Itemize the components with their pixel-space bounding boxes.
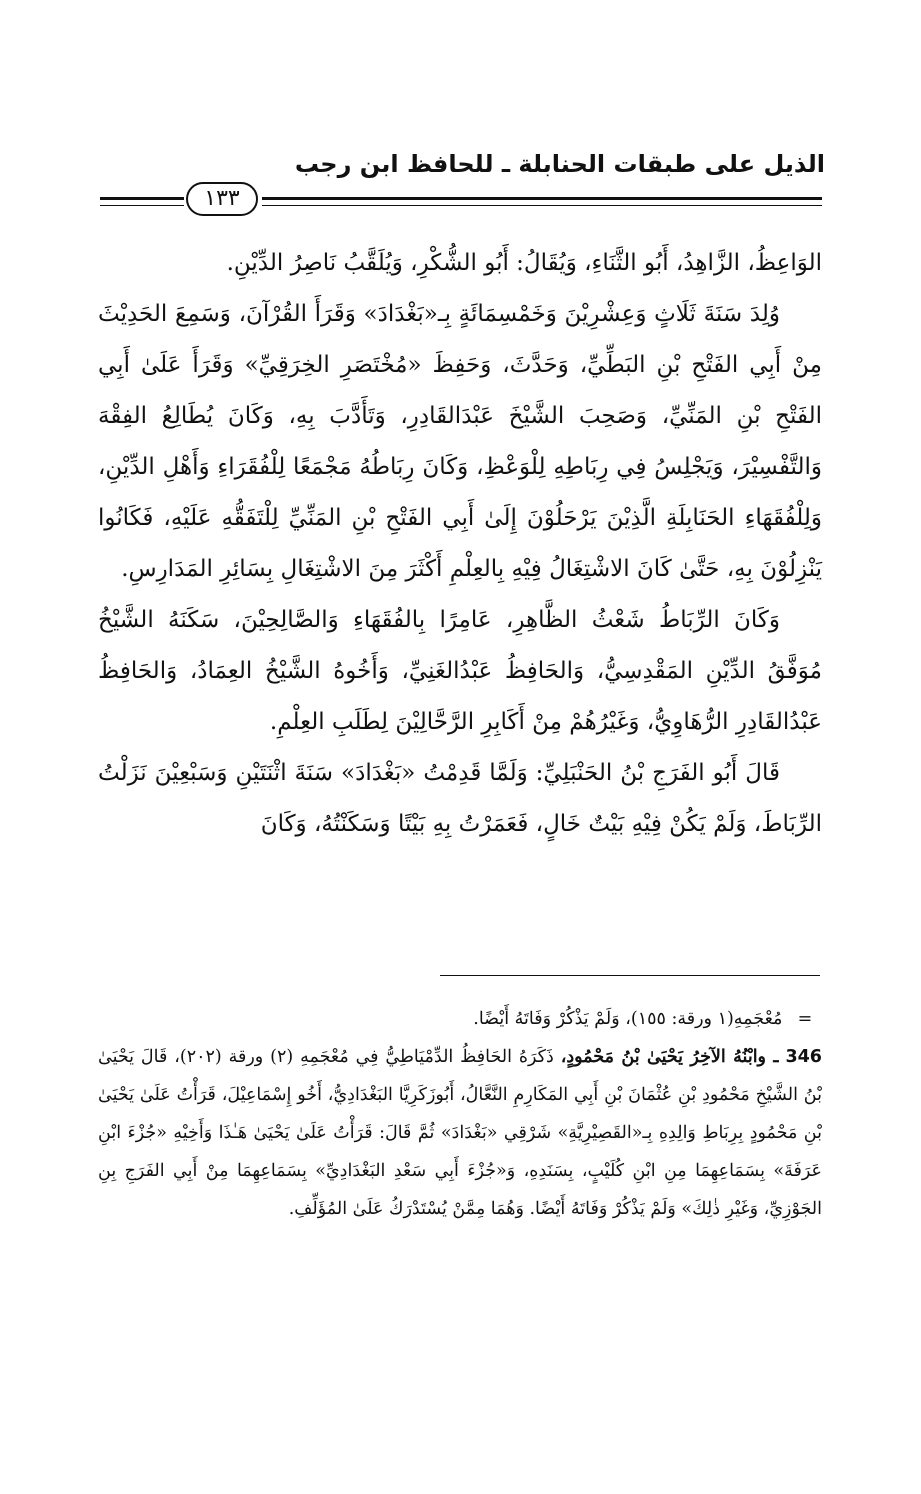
running-header-title: الذيل على طبقات الحنابلة ـ للحافظ ابن رجب — [294, 150, 825, 178]
continuation-mark: = — [797, 1009, 813, 1029]
footnote-separator — [440, 975, 820, 976]
footnote-entry — [98, 1038, 822, 1228]
body-paragraph: وُلِدَ سَنَةَ ثَلَاثٍ وَعِشْرِيْنَ وَخَمْسِمَائَةٍ بِـ«بَغْدَادَ» وَقَرَأَ القُرْآنَ، وَسَمِعَ الحَدِيْثَ مِنْ أَبِي الفَتْحِ بْنِ البَطِّيِّ، وَحَدَّثَ، وَحَفِظَ «مُخْتَصَرِ الخِرَقِيِّ» وَقَرَأَ عَلَىٰ أَبِي الفَتْحِ بْنِ المَنِّيِّ، وَصَحِبَ الشَّيْخَ عَبْدَالقَادِرِ، وَتَأَدَّبَ بِهِ، وَكَانَ يُطَالِعُ الفِقْهَ وَالتَّفْسِيْرَ، وَيَجْلِسُ فِي رِبَاطِهِ لِلْوَعْظِ، وَكَانَ رِبَاطُهُ مَجْمَعًا لِلْفُقَرَاءِ وَأَهْلِ الدِّيْنِ، وَلِلْفُقَهَاءِ الحَنَابِلَةِ الَّذِيْنَ يَرْحَلُوْنَ إِلَىٰ أَبِي الفَتْحِ بْنِ المَنِّيِّ لِلْتَفَقُّهِ عَلَيْهِ، فَكَانُوا يَنْزِلُوْنَ بِهِ، حَتَّىٰ كَانَ الاشْتِغَالُ فِيْهِ بِالعِلْمِ أَكْثَرَ مِنَ الاشْتِغَالِ بِسَائِرِ المَدَارِسِ. — [98, 301, 822, 582]
footnote-text: ذَكَرَهُ الحَافِظُ الدِّمْيَاطِيُّ فِي مُعْجَمِهِ (٢) ورقة (٢٠٢)، قَالَ يَحْيَىٰ بْنُ الشَّيْخِ مَحْمُودِ بْنِ عُثْمَانَ بْنِ أَبِي المَكَارِمِ النَّعَّالُ، أَبُوزَكَرِيَّا البَغْدَادِيُّ، أَخُو إِسْمَاعِيْلَ، قَرَأْتُ عَلَىٰ يَحْيَىٰ بْنِ مَحْمُودٍ بِرِبَاطِ وَالِدِهِ بِـ«القَصِيْرِيَّةِ» شَرْقِي «بَغْدَادَ» ثُمَّ قَالَ: قَرَأْتُ عَلَىٰ يَحْيَىٰ هَـٰذَا وَأَخِيْهِ «جُزْءَ ابْنِ عَرَفَةَ» بِسَمَاعِهِمَا مِنِ ابْنِ كُلَيْبٍ، بِسَنَدِهِ، وَ«جُزْءَ أَبِي سَعْدِ البَغْدَادِيِّ» بِسَمَاعِهِمَا مِنْ أَبِي الفَرَجِ بِنِ الجَوْزِيِّ، وَغَيْرِ ذٰلِكَ» وَلَمْ يَذْكُرْ وَفَاتَهُ أَيْضًا. وَهُمَا مِمَّنْ يُسْتَدْرَكُ عَلَىٰ المُؤَلِّفِ. — [98, 1047, 822, 1219]
header-rule-left — [100, 197, 184, 206]
body-paragraph: الوَاعِظُ، الزَّاهِدُ، أَبُو الثَّنَاءِ، وَيُقَالُ: أَبُو الشُّكْرِ، وَيُلَقَّبُ نَاصِرُ الدِّيْنِ. — [226, 250, 822, 276]
footnote-continuation — [98, 1000, 822, 1038]
footnote-number: 346 — [785, 1047, 822, 1067]
footnote-lead: ـ وابْنُهُ الآخِرُ يَحْيَىٰ بْنُ مَحْمُودٍ، — [560, 1047, 779, 1067]
header-rule-right — [262, 197, 822, 206]
page-number-badge: ١٣٣ — [186, 182, 258, 216]
body-paragraph: قَالَ أَبُو الفَرَجِ بْنُ الحَنْبَلِيِّ: وَلَمَّا قَدِمْتُ «بَغْدَادَ» سَنَةَ اثْنَتَيْنِ وَسَبْعِيْنَ نَزَلْتُ الرِّبَاطَ، وَلَمْ يَكُنْ فِيْهِ بَيْتٌ خَالٍ، فَعَمَرْتُ بِهِ بَيْتًا وَسَكَنْتُهُ، وَكَانَ — [98, 760, 822, 837]
continuation-text: مُعْجَمِهِ(١ ورقة: ١٥٥)، وَلَمْ يَذْكُرْ وَفَاتَهُ أَيْضًا. — [473, 1009, 783, 1029]
main-text-body — [98, 238, 822, 850]
footnotes-section — [98, 1000, 822, 1228]
body-paragraph: وَكَانَ الرِّبَاطُ شَعْثُ الظَّاهِرِ، عَامِرًا بِالفُقَهَاءِ وَالصَّالِحِيْنَ، سَكَنَهُ الشَّيْخُ مُوَفَّقُ الدِّيْنِ المَقْدِسِيُّ، وَالحَافِظُ عَبْدُالغَنِيِّ، وَأَخُوهُ الشَّيْخُ العِمَادُ، وَالحَافِظُ عَبْدُالقَادِرِ الرُّهَاوِيُّ، وَغَيْرُهُمْ مِنْ أَكَابِرِ الرَّحَّالِيْنَ لِطَلَبِ العِلْمِ. — [98, 607, 822, 735]
